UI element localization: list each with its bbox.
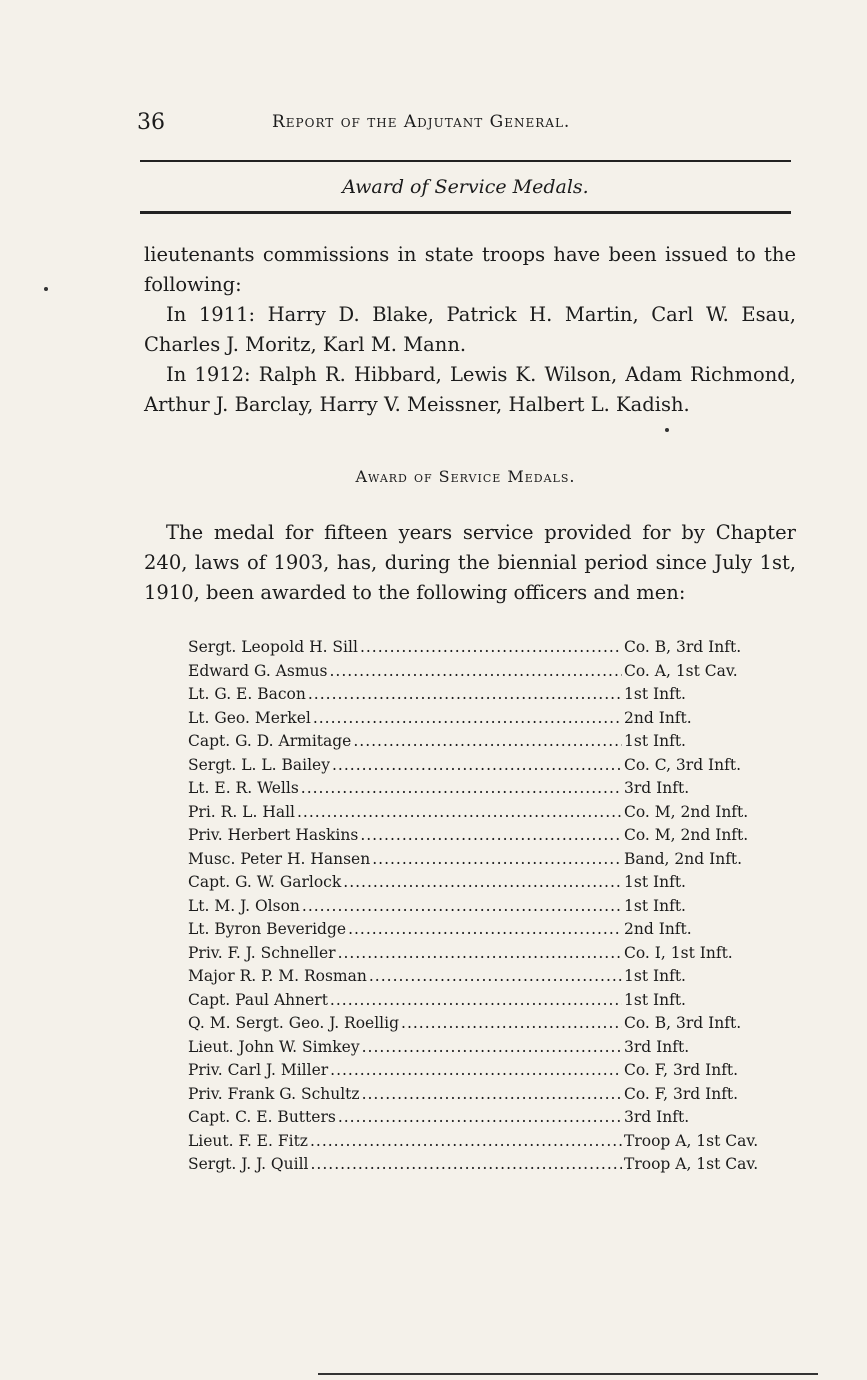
roster-unit: 1st Inft. [624, 967, 686, 985]
dot-leader [330, 1059, 622, 1083]
roster-name: Lt. Geo. Merkel [188, 708, 311, 727]
roster-row [188, 683, 794, 707]
dot-leader [329, 660, 622, 684]
dot-leader [362, 1036, 622, 1060]
roster-name: Priv. F. J. Schneller [188, 943, 336, 962]
dot-leader [401, 1012, 622, 1036]
roster-name: Sergt. Leopold H. Sill [188, 638, 358, 656]
roster-row [188, 942, 794, 966]
roster-row [188, 965, 794, 989]
roster-row [188, 871, 794, 895]
dot-leader [348, 918, 622, 942]
roster-unit: 1st Inft. [624, 873, 686, 891]
running-head [0, 108, 867, 138]
roster-unit: 1st Inft. [624, 896, 686, 915]
roster-unit: 1st Inft. [624, 990, 686, 1009]
roster-name: Priv. Frank G. Schultz [188, 1084, 360, 1103]
roster-row [188, 1012, 794, 1036]
dot-leader [310, 1130, 622, 1154]
roster-row [188, 754, 794, 778]
intro-paragraph-1: lieutenants commissions in state troops have been issued to the following: [144, 243, 796, 296]
roster-unit: 3rd Inft. [624, 1108, 690, 1126]
dot-leader [297, 801, 622, 825]
dot-leader [343, 871, 622, 895]
roster-row [188, 824, 794, 848]
section-subhead: Award of Service Medals. [342, 176, 589, 198]
roster-unit: Co. F, 3rd Inft. [624, 1061, 739, 1079]
roster-row [188, 1130, 794, 1154]
roster-row [188, 895, 794, 919]
section-text [144, 518, 796, 608]
roster-name: Lieut. F. E. Fitz [188, 1131, 308, 1150]
roster-name: Sergt. L. L. Bailey [188, 755, 330, 774]
roster-unit: Co. M, 2nd Inft. [624, 826, 749, 844]
roster-unit: Co. I, 1st Inft. [624, 943, 733, 962]
roster-name: Lieut. John W. Simkey [188, 1037, 360, 1056]
intro-paragraph-2: In 1911: Harry D. Blake, Patrick H. Martin, Carl W. Esau, Charles J. Moritz, Karl M. Mann. [144, 303, 796, 356]
roster-row [188, 660, 794, 684]
roster-name: Lt. E. R. Wells [188, 779, 299, 797]
roster-unit: Co. M, 2nd Inft. [624, 802, 749, 821]
roster-name: Priv. Herbert Haskins [188, 826, 359, 844]
roster-unit: Co. B, 3rd Inft. [624, 1014, 742, 1032]
roster-row [188, 777, 794, 801]
dot-leader [338, 1106, 622, 1130]
roster-unit: 3rd Inft. [624, 779, 690, 797]
roster-row [188, 730, 794, 754]
roster-name: Q. M. Sergt. Geo. J. Roellig [188, 1014, 400, 1032]
roster-name: Capt. Paul Ahnert [188, 990, 328, 1009]
intro-text [144, 240, 796, 420]
roster-name: Sergt. J. J. Quill [188, 1155, 309, 1173]
roster-name: Capt. C. E. Butters [188, 1108, 336, 1126]
page-edge-rule [318, 1373, 818, 1375]
roster-unit: 2nd Inft. [624, 708, 692, 727]
dot-leader [332, 754, 622, 778]
roster-unit: 1st Inft. [624, 732, 686, 750]
roster-row [188, 1153, 794, 1177]
header-rule-bottom [140, 211, 791, 214]
roster-row [188, 636, 794, 660]
roster-row [188, 1083, 794, 1107]
roster-unit: Co. A, 1st Cav. [624, 661, 738, 680]
roster-name: Priv. Carl J. Miller [188, 1061, 329, 1079]
dot-leader [360, 824, 622, 848]
print-speck [665, 428, 669, 432]
dot-leader [362, 1083, 622, 1107]
roster-row [188, 1106, 794, 1130]
roster-unit: Co. F, 3rd Inft. [624, 1084, 739, 1103]
roster-row [188, 1036, 794, 1060]
roster-unit: Co. B, 3rd Inft. [624, 638, 742, 656]
print-speck [44, 287, 48, 291]
medal-roster [188, 636, 794, 1177]
dot-leader [302, 895, 622, 919]
roster-name: Major R. P. M. Rosman [188, 967, 367, 985]
dot-leader [311, 1153, 623, 1177]
roster-row [188, 707, 794, 731]
roster-name: Musc. Peter H. Hansen [188, 849, 371, 868]
header-rule-top [140, 160, 791, 162]
section-paragraph: The medal for fifteen years service provided for by Chapter 240, laws of 1903, has, during the biennial period since July 1st, 1910, been awarded to the following officers and men: [144, 521, 796, 604]
roster-name: Lt. M. J. Olson [188, 896, 300, 915]
roster-name: Lt. G. E. Bacon [188, 685, 306, 703]
roster-row [188, 918, 794, 942]
page-number: 36 [137, 110, 165, 135]
roster-name: Capt. G. D. Armitage [188, 732, 352, 750]
roster-unit: Troop A, 1st Cav. [624, 1131, 759, 1150]
dot-leader [301, 777, 622, 801]
section-heading: Award of Service Medals. [355, 467, 576, 486]
roster-unit: Band, 2nd Inft. [624, 849, 743, 868]
roster-row [188, 1059, 794, 1083]
dot-leader [369, 965, 622, 989]
roster-name: Pri. R. L. Hall [188, 802, 295, 821]
roster-name: Lt. Byron Beveridge [188, 920, 347, 938]
dot-leader [353, 730, 622, 754]
roster-unit: 1st Inft. [624, 685, 686, 703]
dot-leader [372, 848, 622, 872]
roster-unit: 2nd Inft. [624, 920, 692, 938]
dot-leader [330, 989, 622, 1013]
roster-row [188, 848, 794, 872]
dot-leader [308, 683, 622, 707]
roster-row [188, 989, 794, 1013]
roster-unit: 3rd Inft. [624, 1037, 690, 1056]
roster-unit: Troop A, 1st Cav. [624, 1155, 759, 1173]
running-title: Report of the Adjutant General. [272, 112, 571, 132]
dot-leader [360, 636, 622, 660]
dot-leader [313, 707, 622, 731]
roster-row [188, 801, 794, 825]
roster-name: Edward G. Asmus [188, 661, 328, 680]
dot-leader [338, 942, 622, 966]
intro-paragraph-3: In 1912: Ralph R. Hibbard, Lewis K. Wilson, Adam Richmond, Arthur J. Barclay, Harry V. Meissner, Halbert L. Kadish. [144, 363, 796, 416]
roster-name: Capt. G. W. Garlock [188, 873, 342, 891]
roster-unit: Co. C, 3rd Inft. [624, 755, 742, 774]
